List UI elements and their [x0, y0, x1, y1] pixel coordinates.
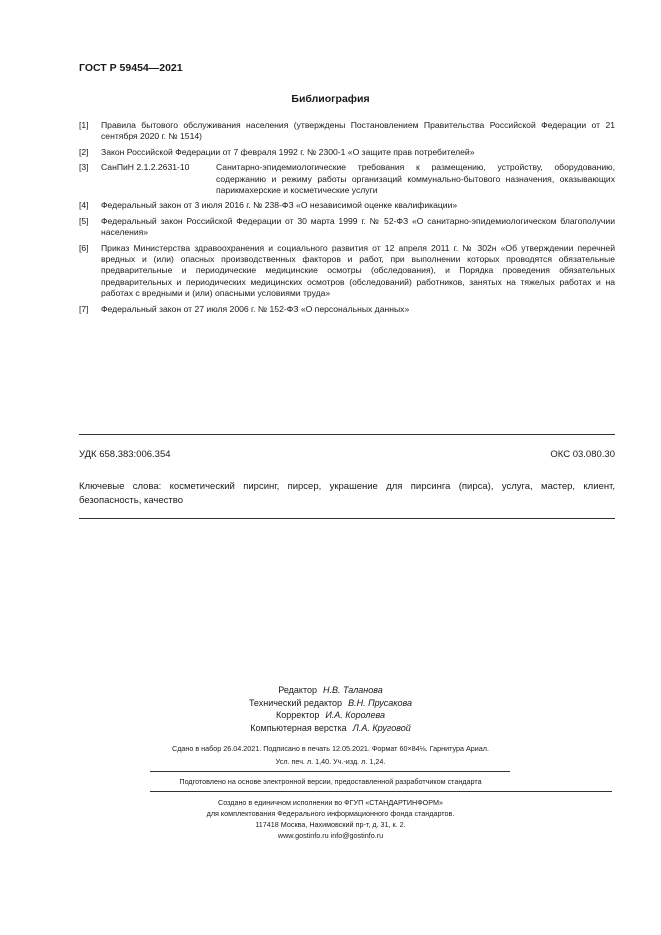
divider: [150, 791, 612, 792]
bibliography-entry: [79, 120, 615, 143]
entry-code: СанПиН 2.1.2.2631-10: [101, 162, 190, 173]
entry-number: [4]: [79, 200, 89, 211]
entry-text: Правила бытового обслуживания населения (утверждены Постановлением Правительства Российской Федерации от 21 сентября 2020 г. № 1514): [101, 120, 615, 142]
bibliography-entry: [79, 147, 615, 158]
entry-text: Федеральный закон Российской Федерации от 30 марта 1999 г. № 52-ФЗ «О санитарно-эпидемиологическом благополучии населения»: [101, 215, 615, 238]
entry-text: Санитарно-эпидемиологические требования к размещению, устройству, оборудованию, содержанию и режиму работы организаций коммунально-бытового назначения, оказывающих парикмахерские и косметические услуги: [216, 162, 615, 196]
entry-number: [6]: [79, 242, 89, 253]
imprint-contacts: www.gostinfo.ru info@gostinfo.ru: [277, 831, 384, 840]
bibliography-entry: [79, 216, 615, 239]
imprint-address: 117418 Москва, Нахимовский пр-т, д. 31, к. 2.: [255, 820, 406, 829]
credit-row: [0, 684, 661, 697]
imprint-created-purpose: для комплектования Федерального информационного фонда стандартов.: [206, 809, 455, 818]
entry-text: Закон Российской Федерации от 7 февраля 1992 г. № 2300-1 «О защите прав потребителей»: [101, 146, 475, 157]
imprint-created-by: Создано в единичном исполнении во ФГУП «СТАНДАРТИНФОРМ»: [218, 798, 443, 807]
entry-text: Федеральный закон от 3 июля 2016 г. № 238-ФЗ «О независимой оценке квалификации»: [101, 200, 458, 211]
entry-text: Приказ Министерства здравоохранения и социального развития от 12 апреля 2011 г. № 302н «Об утверждении перечней вредных и (или) опасных производственных факторов и работ, при выполнении которых проводятся обязательные предварительные и периодические медицинские осмотры (обследования), и Порядка проведения обязательных предварительных и периодических медицинских осмотров (обследований) работников, занятых на тяжелых работах и на работах с вредными и (или) опасными условиями труда»: [101, 242, 615, 299]
credit-role: Компьютерная верстка: [250, 722, 347, 733]
bibliography-title: Библиография: [291, 93, 370, 105]
divider: [79, 518, 615, 519]
entry-number: [2]: [79, 146, 89, 157]
credit-role: Технический редактор: [248, 697, 343, 708]
credit-row: [0, 709, 661, 722]
imprint-sheet-details: Усл. печ. л. 1,40. Уч.-изд. л. 1,24.: [275, 757, 386, 766]
udk-code: УДК 658.383:006.354: [79, 449, 171, 460]
entry-number: [7]: [79, 303, 89, 314]
credits-block: [0, 684, 661, 734]
bibliography-entry: [79, 200, 615, 211]
credit-person: Л.А. Круговой: [352, 722, 411, 733]
entry-number: [1]: [79, 120, 89, 130]
credit-role: Корректор: [276, 710, 320, 720]
bibliography-entry: [79, 243, 615, 300]
credit-person: Н.В. Таланова: [322, 685, 383, 695]
bibliography-entry: [79, 304, 615, 315]
standard-code: ГОСТ Р 59454—2021: [79, 62, 183, 74]
entry-number: [3]: [79, 162, 89, 173]
credit-role: Редактор: [278, 685, 317, 695]
bibliography-list: [79, 120, 615, 319]
oks-code: ОКС 03.080.30: [550, 449, 615, 460]
imprint-prepared-note: Подготовлено на основе электронной версии, предоставленной разработчиком стандарта: [179, 777, 482, 786]
keywords: Ключевые слова: косметический пирсинг, пирсер, украшение для пирсинга (пирса), услуга, мастер, клиент, безопасность, качество: [79, 481, 615, 506]
divider: [79, 434, 615, 435]
credit-row: [0, 697, 661, 710]
entry-text: Федеральный закон от 27 июля 2006 г. № 152-ФЗ «О персональных данных»: [101, 303, 410, 314]
bibliography-entry: [79, 162, 615, 196]
credit-person: В.Н. Прусакова: [348, 697, 413, 708]
credit-row: [0, 722, 661, 735]
divider: [150, 771, 510, 772]
entry-number: [5]: [79, 215, 89, 226]
imprint-print-details: Сдано в набор 26.04.2021. Подписано в печать 12.05.2021. Формат 60×84⅛. Гарнитура Ариал.: [172, 744, 489, 753]
credit-person: И.А. Королева: [325, 710, 385, 720]
